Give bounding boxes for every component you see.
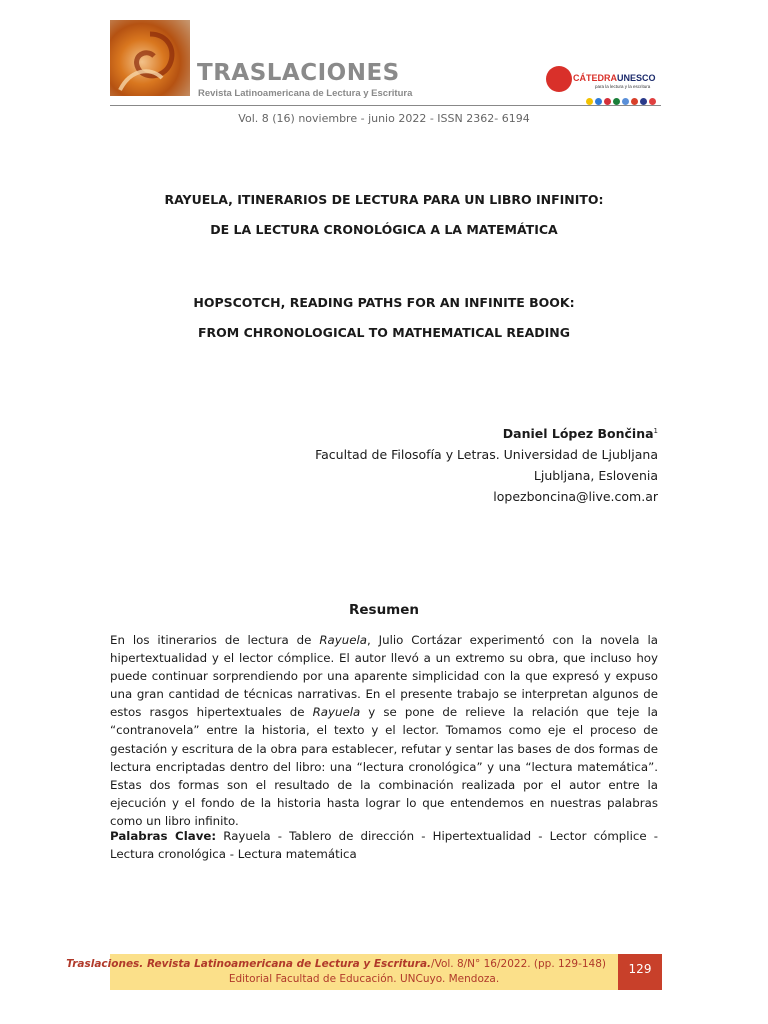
keywords-label: Palabras Clave:: [110, 829, 217, 843]
country-flags-icon: [586, 90, 658, 109]
footer-banner: [66, 954, 618, 990]
journal-subtitle: Revista Latinoamericana de Lectura y Escritura: [198, 88, 413, 99]
author-name: Daniel López Bončina$^1$: [502, 426, 658, 441]
unesco-chair-logo: [546, 66, 661, 100]
footer-publisher: Editorial Facultad de Educación. UNCuyo. Mendoza.: [228, 973, 500, 985]
title-en-line1: HOPSCOTCH, READING PATHS FOR AN INFINITE BOOK:: [193, 295, 575, 310]
footnote-mark[interactable]: 1: [653, 426, 658, 435]
abstract-heading: Resumen: [348, 602, 420, 618]
unesco-tagline: para la lectura y la escritura: [595, 84, 651, 89]
journal-logo-image: [110, 20, 190, 96]
author-location: Ljubljana, Eslovenia: [533, 468, 658, 483]
footer-citation: Traslaciones. Revista Latinoamericana de Lectura y Escritura./Vol. 8/N° 16/2022. (pp. 129-148): [66, 958, 606, 970]
author-affiliation: Facultad de Filosofía y Letras. Universidad de Ljubljana: [315, 447, 658, 462]
title-es-line1: RAYUELA, ITINERARIOS DE LECTURA PARA UN LIBRO INFINITO:: [164, 192, 604, 207]
keywords: Palabras Clave: Rayuela - Tablero de dirección - Hipertextualidad - Lector cómplice - Lectura cronológica - Lectura matemática: [110, 829, 658, 862]
page-number: 129: [618, 954, 662, 990]
abstract-body: En los itinerarios de lectura de Rayuela, Julio Cortázar experimentó con la novela la hipertextualidad y el lector cómplice. El autor llevó a un extremo su obra, que incluso hoy puede continuar sorprendiendo por una aparente simplicidad con la que expresó y expuso una gran cantidad de técnicas narrativas. En el presente trabajo se interpretan algunos de estos rasgos hipertextuales de Rayuela y se pone de relieve la relación que teje la “contranovela” entre la historia, el texto y el lector. Tomamos como eje el proceso de gestación y escritura de la obra para establecer, refutar y sentar las bases de dos formas de lectura encriptadas dentro del libro: una “lectura cronológica” y una “lectura matemática”. Estas dos formas son el resultado de la combinación realizada por el autor entre la ejecución y el fondo de la historia hasta lograr lo que entendemos en nuestras palabras como un libro infinito.: [110, 633, 658, 828]
issue-info: Vol. 8 (16) noviembre - junio 2022 - ISSN 2362- 6194: [238, 112, 530, 125]
title-es-line2: DE LA LECTURA CRONOLÓGICA A LA MATEMÁTICA: [210, 222, 558, 237]
title-en-line2: FROM CHRONOLOGICAL TO MATHEMATICAL READING: [197, 325, 571, 340]
unesco-emblem-icon: [546, 66, 572, 92]
author-email[interactable]: lopezboncina@live.com.ar: [493, 489, 658, 504]
header-divider: [110, 105, 661, 106]
unesco-logo-text: CÁTEDRAUNESCO: [573, 73, 656, 83]
journal-title: TRASLACIONES: [197, 60, 400, 86]
